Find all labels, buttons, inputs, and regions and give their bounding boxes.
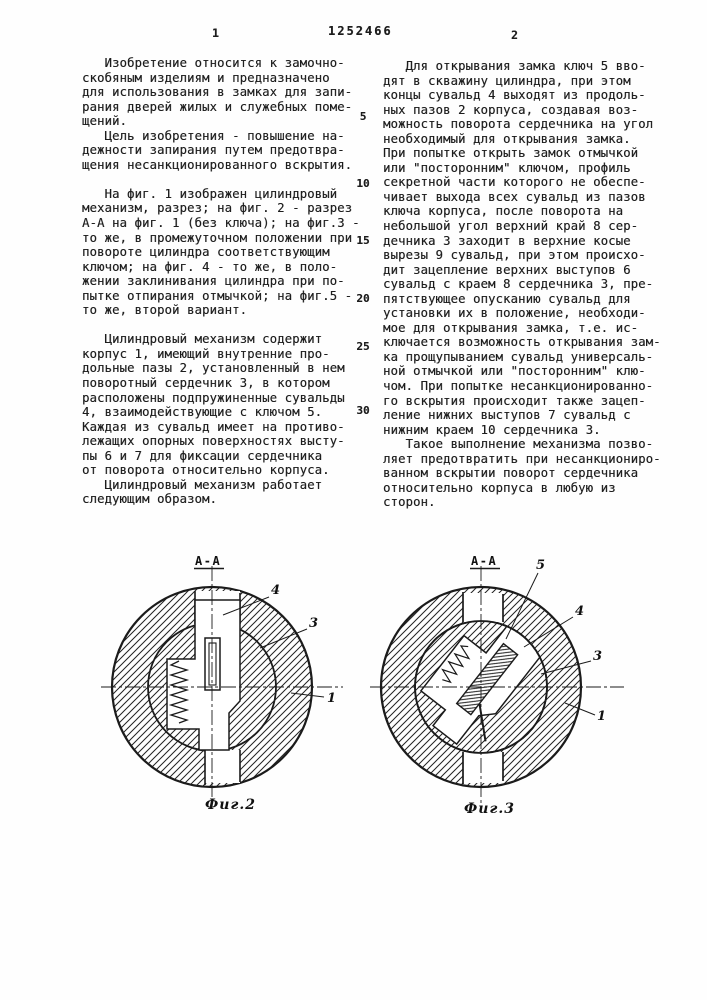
text-line: Цилиндровый механизм работает	[82, 477, 323, 492]
figure-2-drawing	[95, 551, 357, 823]
right-column-number: 2	[511, 28, 518, 42]
text-line: Изобретение относится к замочно-	[82, 56, 345, 70]
figure-2-callout-suvald: 4	[271, 583, 281, 598]
text-line	[82, 172, 378, 187]
figure-2-caption: Фиг.2	[205, 797, 256, 813]
text-line: от поворота относительно корпуса.	[82, 463, 330, 478]
text-line: секретной части которого не обеспе-	[383, 175, 646, 190]
text-line: Цилиндровый механизм содержит	[82, 332, 323, 347]
text-line: ключом; на фиг. 4 - то же, в поло-	[82, 259, 338, 274]
text-line: сувальд с краем 8 сердечника 3, пре-	[383, 277, 654, 292]
patent-number: 1252466	[328, 24, 393, 38]
text-line: ванном вскрытии поворот сердечника	[383, 466, 639, 481]
gutter-line-number-10: 10	[356, 177, 370, 190]
text-line: чом. При попытке несанкционированно-	[383, 379, 654, 394]
text-line: относительно корпуса в любую из	[383, 480, 616, 495]
gutter-line-number-25: 25	[356, 340, 370, 353]
text-line: для использования в замках для запи-	[82, 85, 353, 100]
figure-3-callout-body: 1	[597, 709, 607, 724]
text-line: го вскрытия происходит также зацеп-	[383, 393, 646, 408]
text-line: Каждая из сувальд имеет на противо-	[82, 419, 345, 434]
text-line: пятствующее опусканию сувальд для	[383, 291, 631, 306]
text-line: или "посторонним" ключом, профиль	[383, 160, 631, 175]
gutter-line-number-20: 20	[356, 292, 370, 305]
gutter-line-number-30: 30	[356, 404, 370, 417]
text-line: щений.	[82, 114, 128, 129]
text-line: щения несанкционированного вскрытия.	[82, 157, 353, 172]
text-line: чивает выхода всех сувальд из пазов	[383, 189, 646, 204]
text-line: ключа корпуса, после поворота на	[383, 204, 624, 219]
figure-3-drawing	[366, 551, 652, 827]
text-line: сторон.	[383, 495, 436, 510]
figure-3-section-label: А-А	[471, 554, 498, 568]
text-line: расположены подпружиненные сувальды	[82, 390, 345, 405]
text-line: дольные пазы 2, установленный в нем	[82, 361, 345, 376]
text-line: установки их в положение, необходи-	[383, 306, 646, 321]
text-line: вырезы 9 сувальд, при этом происхо-	[383, 248, 646, 263]
text-line: ных пазов 2 корпуса, создавая воз-	[383, 102, 639, 117]
text-line: Цель изобретения - повышение на-	[82, 128, 345, 143]
text-line: При попытке открыть замок отмычкой	[383, 146, 639, 161]
text-line	[82, 318, 378, 333]
text-line: корпус 1, имеющий внутренние про-	[82, 346, 330, 361]
text-line: На фиг. 1 изображен цилиндровый	[82, 186, 338, 201]
right-text-column	[383, 59, 679, 510]
text-line: жении заклинивания цилиндра при по-	[82, 274, 345, 289]
text-line: ключается возможность открывания зам-	[383, 335, 661, 350]
figure-3-caption: Фиг.3	[464, 801, 515, 817]
left-column-number: 1	[212, 26, 219, 40]
text-line: дежности запирания путем предотвра-	[82, 143, 345, 158]
figure-2-callout-core: 3	[309, 616, 319, 631]
figure-3-callout-core: 3	[593, 649, 603, 664]
text-line: рания дверей жилых и служебных поме-	[82, 99, 353, 114]
figure-3-callout-key: 5	[536, 558, 546, 573]
gutter-line-number-5: 5	[359, 110, 367, 123]
gutter-line-number-15: 15	[356, 234, 370, 247]
text-line: лежащих опорных поверхностях высту-	[82, 434, 345, 449]
text-line: то же, в промежуточном положении при	[82, 230, 353, 245]
text-line: Такое выполнение механизма позво-	[383, 437, 654, 452]
text-line: дит зацепление верхних выступов 6	[383, 262, 631, 277]
figure-2-section-label: А-А	[195, 554, 222, 568]
text-line: концы сувальд 4 выходят из продоль-	[383, 88, 646, 103]
text-line: пы 6 и 7 для фиксации сердечника	[82, 448, 323, 463]
text-line: А-А на фиг. 1 (без ключа); на фиг.3 -	[82, 216, 360, 231]
text-line: механизм, разрез; на фиг. 2 - разрез	[82, 201, 353, 216]
left-text-column	[82, 56, 378, 507]
text-line: мое для открывания замка, т.е. ис-	[383, 320, 639, 335]
text-line: следующим образом.	[82, 492, 218, 507]
text-line: ление нижних выступов 7 сувальд с	[383, 408, 631, 423]
text-line: Для открывания замка ключ 5 вво-	[383, 59, 646, 73]
text-line: дечника 3 заходит в верхние косые	[383, 233, 631, 248]
text-line: дят в скважину цилиндра, при этом	[383, 73, 631, 88]
text-line: скобяным изделиям и предназначено	[82, 70, 330, 85]
text-line: нижним краем 10 сердечника 3.	[383, 422, 601, 437]
text-line: повороте цилиндра соответствующим	[82, 245, 330, 260]
text-line: то же, второй вариант.	[82, 303, 248, 318]
text-line: пытке отпирания отмычкой; на фиг.5 -	[82, 288, 353, 303]
text-line: небольшой угол верхний край 8 сер-	[383, 219, 639, 234]
text-line: поворотный сердечник 3, в котором	[82, 376, 330, 391]
text-line: можность поворота сердечника на угол	[383, 117, 654, 132]
figure-3-callout-suvald: 4	[575, 604, 585, 619]
text-line: ной отмычкой или "посторонним" клю-	[383, 364, 646, 379]
text-line: необходимый для открывания замка.	[383, 131, 631, 146]
text-line: ляет предотвратить при несанкциониро-	[383, 451, 661, 466]
text-line: ка прощупыванием сувальд универсаль-	[383, 349, 654, 364]
text-line: 4, взаимодействующие с ключом 5.	[82, 405, 323, 420]
figure-2-callout-body: 1	[327, 691, 337, 706]
